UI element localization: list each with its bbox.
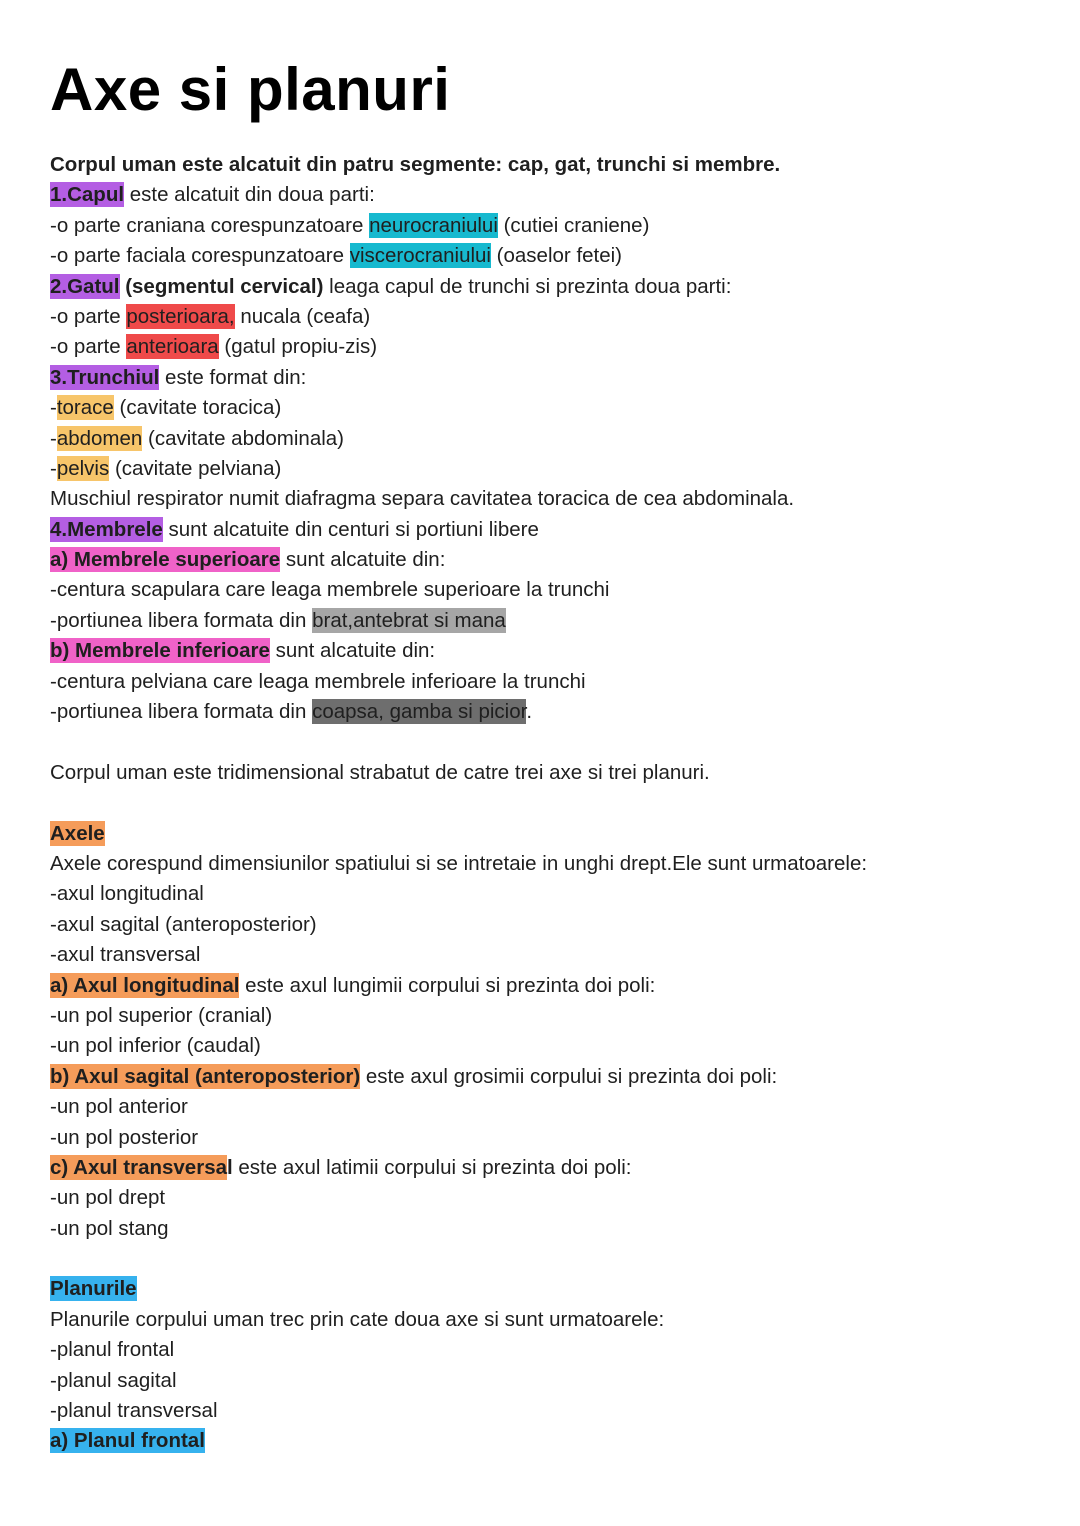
axele-list-item-3: -axul transversal xyxy=(50,943,201,967)
text-fragment: - xyxy=(50,456,57,480)
trunchiul-heading: 3.Trunchiul xyxy=(50,365,160,389)
axul-transversal-item-1: -un pol drept xyxy=(50,1186,166,1210)
membrele-inferioare-item-2 xyxy=(50,697,1040,727)
gatul-line xyxy=(50,272,1040,302)
diafragma-note: Muschiul respirator numit diafragma separa cavitatea toracica de cea abdominala. xyxy=(50,487,795,511)
text-fragment: - xyxy=(50,426,57,450)
planurile-list-item-1: -planul frontal xyxy=(50,1338,175,1362)
text-fragment: sunt alcatuite din: xyxy=(269,639,436,663)
text-fragment: -o parte xyxy=(50,304,127,328)
text-fragment: sunt alcatuite din: xyxy=(280,548,446,572)
document-page xyxy=(50,0,1040,1457)
gatul-list-item-2 xyxy=(50,332,1040,362)
text-fragment: -o parte craniana corespunzatoare xyxy=(50,213,370,237)
capul-line xyxy=(50,180,1040,210)
page-title: Axe si planuri xyxy=(50,56,451,123)
axul-longitudinal-item-1: -un pol superior (cranial) xyxy=(50,1003,273,1027)
axele-description: Axele corespund dimensiunilor spatiului si se intretaie in unghi drept.Ele sunt urmatoarele: xyxy=(50,851,868,875)
text-fragment: l xyxy=(227,1155,233,1179)
text-fragment: (cavitate toracica) xyxy=(113,396,282,420)
membrele-inferioare-line xyxy=(50,636,1040,666)
planurile-list-item-2: -planul sagital xyxy=(50,1368,177,1392)
highlight-posterioara: posterioara, xyxy=(126,304,235,328)
trunchiul-list-item-2 xyxy=(50,424,1040,454)
highlight-abdomen: abdomen xyxy=(56,426,143,450)
capul-list-item-2 xyxy=(50,241,1040,271)
capul-text: este alcatuit din doua parti: xyxy=(124,183,375,207)
membrele-superioare-heading: a) Membrele superioare xyxy=(50,548,281,572)
axele-list-item-2: -axul sagital (anteroposterior) xyxy=(50,912,317,936)
axul-sagital-item-1: -un pol anterior xyxy=(50,1095,188,1119)
axele-list-item-1: -axul longitudinal xyxy=(50,882,204,906)
text-fragment: . xyxy=(526,700,533,724)
trunchiul-text: este format din: xyxy=(159,365,307,389)
trunchiul-line xyxy=(50,363,1040,393)
text-fragment: - xyxy=(50,396,57,420)
axul-transversal-item-2: -un pol stang xyxy=(50,1216,169,1240)
gatul-heading: 2.Gatul xyxy=(50,274,120,298)
gatul-text: leaga capul de trunchi si prezinta doua parti: xyxy=(323,274,732,298)
intro-line: Corpul uman este alcatuit din patru segmente: cap, gat, trunchi si membre. xyxy=(50,153,781,176)
axul-transversal-heading: c) Axul transversa xyxy=(50,1155,227,1179)
membrele-inferioare-heading: b) Membrele inferioare xyxy=(50,639,270,663)
text-fragment: -portiunea libera formata din xyxy=(50,608,313,632)
highlight-viscerocraniu: viscerocraniului xyxy=(349,244,491,268)
membrele-superioare-line xyxy=(50,545,1040,575)
text-fragment: (oaselor fetei) xyxy=(490,244,623,268)
text-fragment: (cavitate abdominala) xyxy=(142,426,344,450)
axul-transversal-line xyxy=(50,1153,1040,1183)
text-fragment: -o parte faciala corespunzatoare xyxy=(50,244,350,268)
highlight-anterioara: anterioara xyxy=(126,335,219,359)
axul-longitudinal-line xyxy=(50,971,1040,1001)
axul-sagital-heading: b) Axul sagital (anteroposterior) xyxy=(50,1064,361,1088)
membrele-heading: 4.Membrele xyxy=(50,517,163,541)
text-fragment: este axul lungimii corpului si prezinta doi poli: xyxy=(239,973,656,997)
membrele-text: sunt alcatuite din centuri si portiuni libere xyxy=(162,517,539,541)
planurile-description: Planurile corpului uman trec prin cate doua axe si sunt urmatoarele: xyxy=(50,1307,665,1331)
gatul-list-item-1 xyxy=(50,302,1040,332)
planurile-section-heading-line xyxy=(50,1274,1040,1304)
axul-longitudinal-heading: a) Axul longitudinal xyxy=(50,973,240,997)
membrele-inferioare-item-1: -centura pelviana care leaga membrele inferioare la trunchi xyxy=(50,669,586,693)
text-fragment: este axul latimii corpului si prezinta doi poli: xyxy=(232,1155,632,1179)
text-fragment: -o parte xyxy=(50,335,127,359)
text-fragment: (cavitate pelviana) xyxy=(109,456,282,480)
text-fragment: -portiunea libera formata din xyxy=(50,700,313,724)
highlight-neurocraniu: neurocraniului xyxy=(369,213,498,237)
tridimensional-paragraph: Corpul uman este tridimensional strabatut de catre trei axe si trei planuri. xyxy=(50,760,710,784)
planurile-heading: Planurile xyxy=(50,1277,137,1301)
capul-heading: 1.Capul xyxy=(50,183,125,207)
text-fragment: nucala (ceafa) xyxy=(234,304,371,328)
spacer xyxy=(50,727,1040,757)
trunchiul-list-item-3 xyxy=(50,454,1040,484)
highlight-coapsa-gamba-picior: coapsa, gamba si picior xyxy=(312,700,527,724)
text-fragment: (cutiei craniene) xyxy=(497,213,650,237)
highlight-torace: torace xyxy=(56,396,114,420)
axul-sagital-line xyxy=(50,1062,1040,1092)
planul-frontal-line xyxy=(50,1426,1040,1456)
trunchiul-list-item-1 xyxy=(50,393,1040,423)
gatul-bold-text: (segmentul cervical) xyxy=(119,274,324,298)
membrele-line xyxy=(50,515,1040,545)
axele-section-heading-line xyxy=(50,819,1040,849)
membrele-superioare-item-1: -centura scapulara care leaga membrele superioare la trunchi xyxy=(50,578,610,602)
highlight-brat-antebrat-mana: brat,antebrat si mana xyxy=(312,608,506,632)
planul-frontal-heading: a) Planul frontal xyxy=(50,1429,205,1453)
highlight-pelvis: pelvis xyxy=(56,456,110,480)
axele-heading: Axele xyxy=(50,821,105,845)
membrele-superioare-item-2 xyxy=(50,606,1040,636)
text-fragment: (gatul propiu-zis) xyxy=(218,335,378,359)
text-fragment: este axul grosimii corpului si prezinta doi poli: xyxy=(360,1064,778,1088)
spacer xyxy=(50,1244,1040,1274)
capul-list-item-1 xyxy=(50,211,1040,241)
document-body xyxy=(50,150,1040,1457)
spacer xyxy=(50,788,1040,818)
axul-sagital-item-2: -un pol posterior xyxy=(50,1125,199,1149)
axul-longitudinal-item-2: -un pol inferior (caudal) xyxy=(50,1034,261,1058)
planurile-list-item-3: -planul transversal xyxy=(50,1399,218,1423)
